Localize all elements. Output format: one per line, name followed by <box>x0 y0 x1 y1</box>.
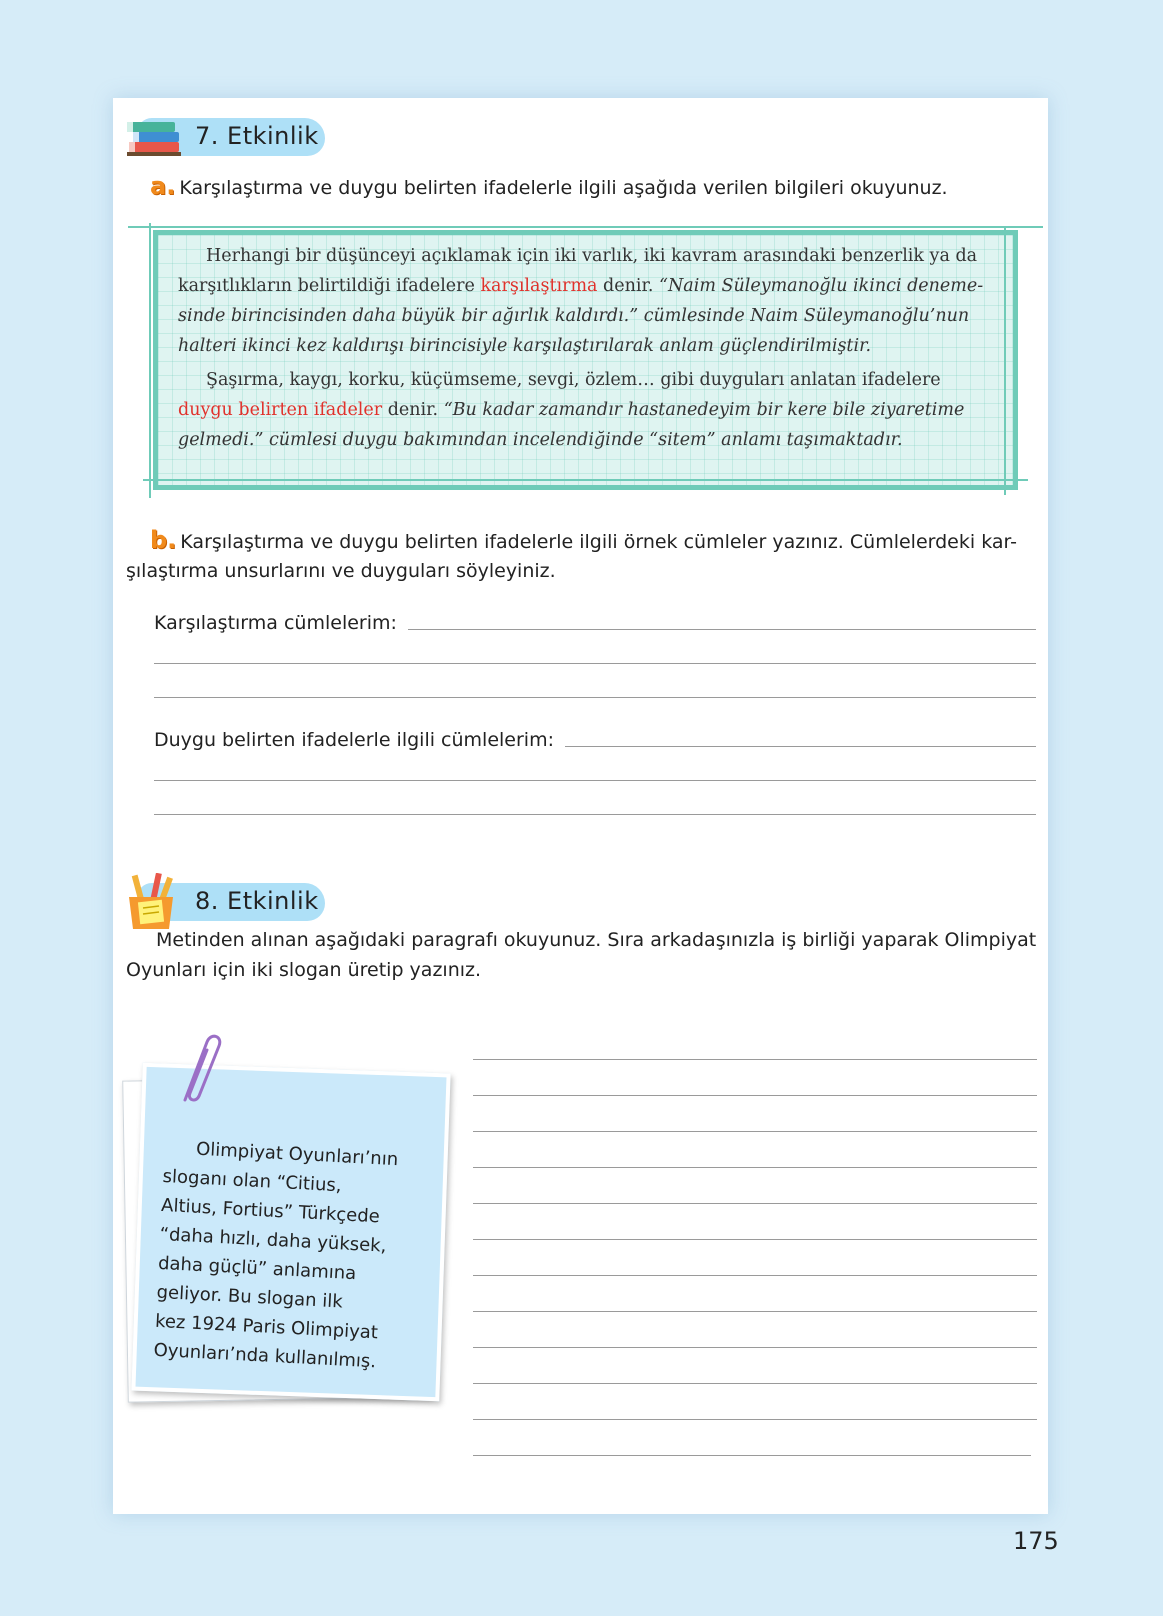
slogan-line[interactable] <box>473 1131 1037 1132</box>
slogan-line[interactable] <box>473 1383 1037 1384</box>
page-number: 175 <box>1013 1527 1059 1555</box>
box-rule-bottom <box>143 479 1028 481</box>
info-p2-line3: gelmedi.” cümlesi duygu bakımından incelendiğinde “sitem” anlamı taşımaktadır. <box>178 430 903 450</box>
slogan-line[interactable] <box>473 1275 1037 1276</box>
note-line: sloganı olan “Citius, <box>162 1165 343 1197</box>
paperclip-icon <box>165 1030 225 1110</box>
info-p2-line1: Şaşırma, kaygı, korku, küçümseme, sevgi, özlem… gibi duyguları anlatan ifadelere <box>206 370 941 390</box>
part-a-text: Karşılaştırma ve duygu belirten ifadelerle ilgili aşağıda verilen bilgileri okuyunuz. <box>179 177 948 199</box>
answer-line[interactable] <box>154 663 1036 664</box>
slogan-line[interactable] <box>473 1347 1037 1348</box>
pencil-cup-icon <box>123 873 193 933</box>
slogan-line[interactable] <box>473 1167 1037 1168</box>
note-line: Olimpiyat Oyunları’nın <box>195 1138 399 1171</box>
answer-line[interactable] <box>408 629 1036 630</box>
part-a-marker: a. <box>150 172 176 200</box>
slogan-line[interactable] <box>473 1455 1031 1456</box>
info-box <box>153 230 1018 490</box>
info-p1-line2: karşıtlıkların belirtildiği ifadelere karşılaştırma denir. “Naim Süleymanoğlu ikinci deneme- <box>178 276 984 296</box>
info-p1-line3: sinde birincisinden daha büyük bir ağırlık kaldırdı.” cümlesinde Naim Süleymanoğlu’nun <box>178 306 970 326</box>
note-line: Altius, Fortius” Türkçede <box>160 1194 381 1228</box>
part-b-text-line2: şılaştırma unsurlarını ve duyguları söyleyiniz. <box>126 560 556 582</box>
comparison-label: Karşılaştırma cümlelerim: <box>154 612 397 634</box>
slogan-line[interactable] <box>473 1311 1037 1312</box>
note-line: kez 1924 Paris Olimpiyat <box>154 1310 379 1344</box>
box-rule-right <box>1004 227 1006 495</box>
box-rule-top <box>128 226 1043 228</box>
term-emotion: duygu belirten ifadeler <box>178 400 383 420</box>
note-line: “daha hızlı, daha yüksek, <box>159 1223 387 1257</box>
activity-8-title: 8. Etkinlik <box>195 887 319 915</box>
answer-line[interactable] <box>154 697 1036 698</box>
note-text <box>153 1133 415 1378</box>
answer-line[interactable] <box>565 746 1036 747</box>
note-line: daha güçlü” anlamına <box>157 1252 357 1285</box>
books-icon <box>123 108 193 164</box>
emotion-label: Duygu belirten ifadelerle ilgili cümlelerim: <box>154 729 554 751</box>
quote-note <box>125 1068 440 1403</box>
slogan-line[interactable] <box>473 1095 1037 1096</box>
activity-8-heading <box>123 873 333 929</box>
activity-7-title: 7. Etkinlik <box>195 122 319 150</box>
box-rule-left <box>149 223 151 498</box>
textbook-page <box>113 98 1048 1514</box>
slogan-line[interactable] <box>473 1239 1037 1240</box>
part-b-marker: b. <box>150 526 177 554</box>
slogan-line[interactable] <box>473 1203 1037 1204</box>
note-line: Oyunları’nda kullanılmış. <box>153 1339 377 1373</box>
activity-8-instruction-line2: Oyunları için iki slogan üretip yazınız. <box>126 959 482 981</box>
info-p2-line2: duygu belirten ifadeler denir. “Bu kadar zamandır hastanedeyim bir kere bile ziyaretime <box>178 400 965 420</box>
part-b-text-line1: Karşılaştırma ve duygu belirten ifadelerle ilgili örnek cümleler yazınız. Cümlelerdeki kar- <box>180 531 1017 553</box>
part-b-instruction <box>150 525 1030 557</box>
answer-line[interactable] <box>154 780 1036 781</box>
answer-line[interactable] <box>154 814 1036 815</box>
part-a-instruction <box>150 171 1030 203</box>
term-comparison: karşılaştırma <box>480 276 598 296</box>
info-p1-line1: Herhangi bir düşünceyi açıklamak için iki varlık, iki kavram arasındaki benzerlik ya da <box>206 246 978 266</box>
activity-7-heading <box>123 108 333 164</box>
info-p1-line4: halteri ikinci kez kaldırışı birincisiyle karşılaştırılarak anlam güçlendirilmiştir. <box>178 336 872 356</box>
slogan-line[interactable] <box>473 1059 1037 1060</box>
slogan-line[interactable] <box>473 1419 1037 1420</box>
note-line: geliyor. Bu slogan ilk <box>156 1281 344 1313</box>
activity-8-instruction-line1: Metinden alınan aşağıdaki paragrafı okuyunuz. Sıra arkadaşınızla iş birliği yaparak Olimpiyat <box>156 929 1037 951</box>
